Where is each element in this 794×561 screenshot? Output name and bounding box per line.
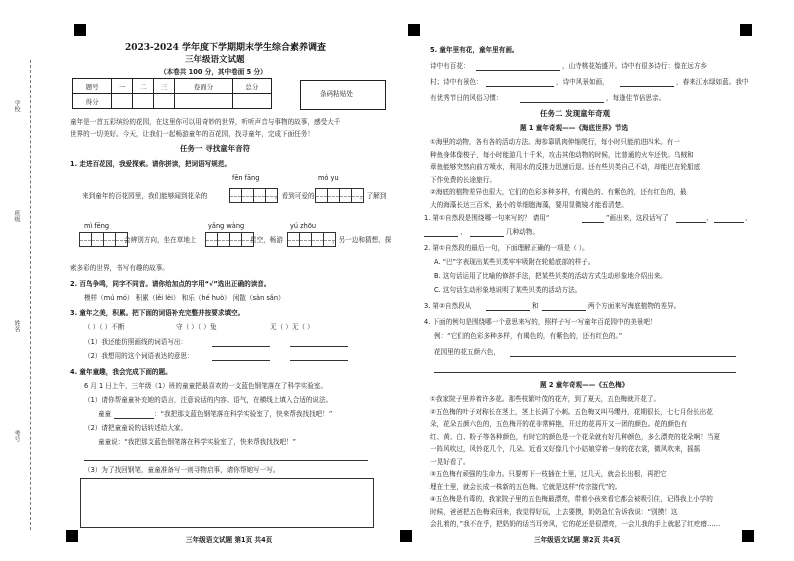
r2-option[interactable]: C. 这句话生动形象地说明了某些贝类的活动方法。 xyxy=(434,286,582,294)
q4-quote: ：“我把那支蓝色钢笔落在科学实验室了，快来帮我找找吧！” xyxy=(154,410,333,418)
r1-text: ”画出来，这段话写了 xyxy=(606,214,669,222)
score-header: 二 xyxy=(133,79,154,94)
barcode-label: 条码粘贴处 xyxy=(320,90,353,98)
passage-line: 一晃好看了。 xyxy=(430,457,470,466)
passage-line: 红、黄、白、粉子等各种颜色，有时它的颜色是一个花朵就有好几种颜色，多么漂亮的花朵啊！当夏 xyxy=(430,432,721,441)
score-cell[interactable] xyxy=(133,94,154,109)
q5-text: 5. 童年里有花，童年里有画。 xyxy=(430,46,519,54)
q1-line1: ，看到可爱的 xyxy=(275,192,315,200)
passage-line: ②五色梅的叶子对称长在茎上，茎上长满了小刺。五色梅又叫马缨丹，花期很长，七七月份长出花 xyxy=(430,407,713,416)
score-row-label: 得分 xyxy=(73,94,112,109)
answer-line[interactable] xyxy=(212,353,270,361)
intro-line: 童年是一首五彩缤纷的花园，在这里你可以用奇妙的世界，听听声音与事物的故事，感受大千 xyxy=(70,118,341,126)
q5-line: ，诗中风景如画， xyxy=(556,78,609,86)
r1-text: 、 xyxy=(706,214,713,222)
q5-line: ，春来江水绿如蓝。我中 xyxy=(676,78,749,86)
q5-line: ，山寺桃花始盛开。诗中有很多诗行：像在远方乡 xyxy=(562,62,708,70)
task2-heading: 任务二 发现童年奇观 xyxy=(540,109,611,118)
r4-text: 4. 下面的例句是围绕哪一个意思来写的，照样子写一写童年百花园中的美景吧！ xyxy=(424,318,657,326)
q5-line: 诗中有百花： xyxy=(430,62,470,70)
q3-sub: （2）我想用的这个词语表达的意思： xyxy=(84,352,194,360)
q2-text: 2. 百鸟争鸣，同字不同音。请你给加点的字用“√”选出正确的读音。 xyxy=(70,280,271,288)
answer-line[interactable] xyxy=(542,303,586,311)
q1-line2: 会辨别方向，坐在草地上 xyxy=(124,236,197,244)
score-cell[interactable] xyxy=(232,94,271,109)
exam-note: （本卷共 100 分，其中卷面 5 分） xyxy=(160,68,267,76)
q5-line: ，每逢佳节倍思亲。 xyxy=(606,94,666,102)
r3-text: 两个方面来写海底植物的差异。 xyxy=(588,302,681,310)
q1-line2: ，另一边和猜想，探 xyxy=(332,236,392,244)
passage-line: 种鱼身体像梭子，每小时能游几十千米，攻击其他动物的时候，比普通的火车还快。乌贼和 xyxy=(430,150,694,159)
passage-line: 一阵风吹过，风铃花几个，几朵。近看又好像几个小姑娘穿着一身的花衣裳，微风吹来，摇摇 xyxy=(430,445,701,453)
pinyin: mó yu xyxy=(318,174,339,182)
passage-line: ①海里的动物，各有各的活动方法。海参靠肌肉伸缩爬行，每小时只能前进四米。有一 xyxy=(430,138,680,146)
answer-line[interactable] xyxy=(476,63,560,71)
r1-text: 几种动物。 xyxy=(506,228,539,236)
registration-mark xyxy=(400,530,412,542)
answer-line[interactable] xyxy=(84,453,368,461)
r3-text: 3. 第②自然段从 xyxy=(424,302,472,310)
pinyin: yú zhōu xyxy=(290,222,317,230)
answer-line[interactable] xyxy=(486,79,554,87)
r2-text: 2. 第①自然段的最后一句，下面理解正确的一项是（ ）。 xyxy=(424,244,589,252)
passage-line: ④五色梅是有毒的，我家院子里的五色梅最漂亮，带着小孩来看它都会被吸引住，记得我上小学的 xyxy=(430,495,713,503)
score-header: 卷面分 xyxy=(175,79,232,94)
exam-title: 2023-2024 学年度下学期期末学生综合素养调查 xyxy=(125,43,326,53)
page-footer: 三年级语文试题 第1页 共4页 xyxy=(186,536,273,544)
score-cell[interactable] xyxy=(175,94,232,109)
exam-subtitle: 三年级语文试题 xyxy=(185,55,245,65)
score-header: 题号 xyxy=(73,79,112,94)
pinyin: fēn fāng xyxy=(232,174,260,182)
answer-line[interactable] xyxy=(510,349,736,357)
q1-line2: 星空，畅游 xyxy=(250,236,283,244)
q4-quote: 童童说：“我把那支蓝色钢笔落在科学实验室了，快来帮我找找吧！” xyxy=(98,438,297,446)
answer-line[interactable] xyxy=(486,303,530,311)
registration-mark xyxy=(66,530,78,542)
answer-line[interactable] xyxy=(582,215,604,223)
q3-blank[interactable]: 无（ ）无（ ） xyxy=(270,323,314,331)
answer-line[interactable] xyxy=(434,365,736,373)
r2-option[interactable]: B. 这句话运用了比喻的修辞手法，把某些贝类的活动方式生动形象地介绍出来。 xyxy=(434,272,667,280)
passage-line: 朵，花朵五颜六色的，五色梅开的花非常鲜艳，开过的花再开又一团的颜色。花的颜色有 xyxy=(430,420,688,428)
answer-line[interactable] xyxy=(114,411,154,419)
q2-items: 模样（mú mó） 积累（lěi lèi） 和乐（hé huò） 闲散（sàn sǎn） xyxy=(84,294,285,302)
r1-text: 1. 第①自然段是围绕哪一句来写的？ 请用“ xyxy=(424,214,550,222)
q5-line: 有优秀节日的风俗习惯： xyxy=(430,94,503,102)
pinyin: mì fēng xyxy=(84,222,110,230)
passage-line: 下作免费的长途旅行。 xyxy=(430,175,496,184)
q3-text: 3. 童年之美，积累。把下面的词语补充完整并按要求填空。 xyxy=(70,309,245,317)
answer-line[interactable] xyxy=(470,229,504,237)
passage-line: 时候，爸爸把五色梅采回来，我觉得好玩，上去要摸，奶奶急忙告诉我说：“别摸！这 xyxy=(430,507,678,516)
q4-sub: （2）请把童童说的话转述给大家。 xyxy=(84,424,188,432)
r3-text: 和 xyxy=(532,302,539,310)
score-header: 总分 xyxy=(232,79,271,94)
registration-mark xyxy=(740,24,752,36)
pinyin: yǎng wàng xyxy=(208,222,245,230)
hanzi-box-group[interactable] xyxy=(206,232,254,247)
answer-line[interactable] xyxy=(520,95,604,103)
answer-line[interactable] xyxy=(714,215,744,223)
answer-line[interactable] xyxy=(676,215,706,223)
hanzi-box-group[interactable] xyxy=(230,188,278,203)
passage-line: 章鱼能够突然向前方喷水，利用水的反推力迅速后退。还有些贝类自己不动，却能巴在轮船底 xyxy=(430,163,701,171)
answer-line[interactable] xyxy=(424,229,458,237)
hanzi-box-group[interactable] xyxy=(288,232,336,247)
registration-mark xyxy=(74,24,86,36)
passage-line: ②海底的植物差异也很大，它们的色彩多种多样，有褐色的、有紫色的，还有红色的，最 xyxy=(430,188,687,196)
r1-text: 、 xyxy=(745,214,752,222)
side-label: 班级 xyxy=(13,210,20,222)
r2-option[interactable]: A. “巴”字表现出某些贝类牢牢吸附在轮船底部的样子。 xyxy=(434,258,595,266)
binding-line xyxy=(30,60,31,530)
q4-speaker: 童童 xyxy=(98,410,112,418)
q4-story: 6 月 1 日上午，三年级（1）班的童童把最喜欢的一支蓝色钢笔落在了科学实验室。 xyxy=(84,382,328,390)
side-label: 考号 xyxy=(13,430,20,442)
r1-text: 、 xyxy=(460,228,467,236)
q1-line3: 索多彩的世界，书写有趣的故事。 xyxy=(70,264,169,272)
passage-line: ③五色梅有顽强的生命力。只要剪下一枝插在土里，过几天，就会长出根，再把它 xyxy=(430,470,667,478)
passage-line: 大的海藻长达三百米，最小的单细胞海藻，要用显微镜才能看清楚。 xyxy=(430,200,628,209)
q3-sub: （1）我还能仿照画线的词语写出： xyxy=(84,338,188,346)
answer-line[interactable] xyxy=(290,353,348,361)
score-header: 三 xyxy=(154,79,175,94)
r4-prompt: 花园里的花五颜六色， xyxy=(434,348,500,356)
q1-line1: ，了解到 xyxy=(360,192,387,200)
score-header: 一 xyxy=(112,79,133,94)
passage-line: 埋在土里，就会长成一株新的五色梅。它就是这样“传宗接代”的。 xyxy=(430,482,622,491)
registration-mark xyxy=(408,24,420,36)
q3-blank[interactable]: 守（ ）（ ）兔 xyxy=(176,323,217,331)
side-label: 姓名 xyxy=(13,320,20,332)
score-cell[interactable] xyxy=(112,94,133,109)
r4-example: 例：“它们的色彩多种多样，有褐色的，有紫色的，还有红色的。” xyxy=(434,332,623,340)
passage-line: ①我家院子里养着许多花。那些枝繁叶茂的花卉，到了夏天，五色梅就开花了。 xyxy=(430,395,661,403)
passage1-heading: 题 1 童年奇观——《海底世界》节选 xyxy=(520,124,629,132)
score-table xyxy=(72,78,272,109)
q1-line1: 来到童年的百花园里，我们能够闻到花朵的 xyxy=(82,192,208,200)
answer-box[interactable] xyxy=(80,478,374,528)
q4-text: 4. 童年童趣，我会完成下面的题。 xyxy=(70,368,172,376)
score-cell[interactable] xyxy=(154,94,175,109)
answer-line[interactable] xyxy=(212,339,270,347)
q5-line: 村；诗中有景色： xyxy=(430,78,483,86)
registration-mark xyxy=(742,530,754,542)
passage-line: 会扎着的，”我不在乎，把奶奶的话当耳旁风，它的花还是很漂亮，一会儿我的手上就起了红疙瘩…… xyxy=(430,520,721,528)
page-footer: 三年级语文试题 第2页 共4页 xyxy=(534,536,621,544)
side-label: 学校 xyxy=(13,100,20,112)
answer-line[interactable] xyxy=(290,339,348,347)
hanzi-box-group[interactable] xyxy=(316,188,364,203)
answer-line[interactable] xyxy=(620,79,674,87)
q1-text: 1. 走进百花园，我爱探索。请你拼读，把词语写规范。 xyxy=(70,160,232,168)
q4-sub: （3）为了找回钢笔，童童准备写一则寻物启事，请你帮她写一写。 xyxy=(84,466,280,474)
hanzi-box-group[interactable] xyxy=(80,232,128,247)
passage2-heading: 题 2 童年奇观——《五色梅》 xyxy=(540,381,629,389)
q3-blank[interactable]: （ ）（ ）不断 xyxy=(84,323,125,331)
task1-heading: 任务一 寻找童年音符 xyxy=(180,144,251,153)
intro-line: 世界的一切美好。今天，让我们一起畅游童年的百花园，找寻童年，完成下面任务！ xyxy=(70,130,314,138)
q4-sub: （1）请你帮童童补充她的语言，注意说话的内容、语气，在横线上填入合适的说法。 xyxy=(84,396,333,404)
